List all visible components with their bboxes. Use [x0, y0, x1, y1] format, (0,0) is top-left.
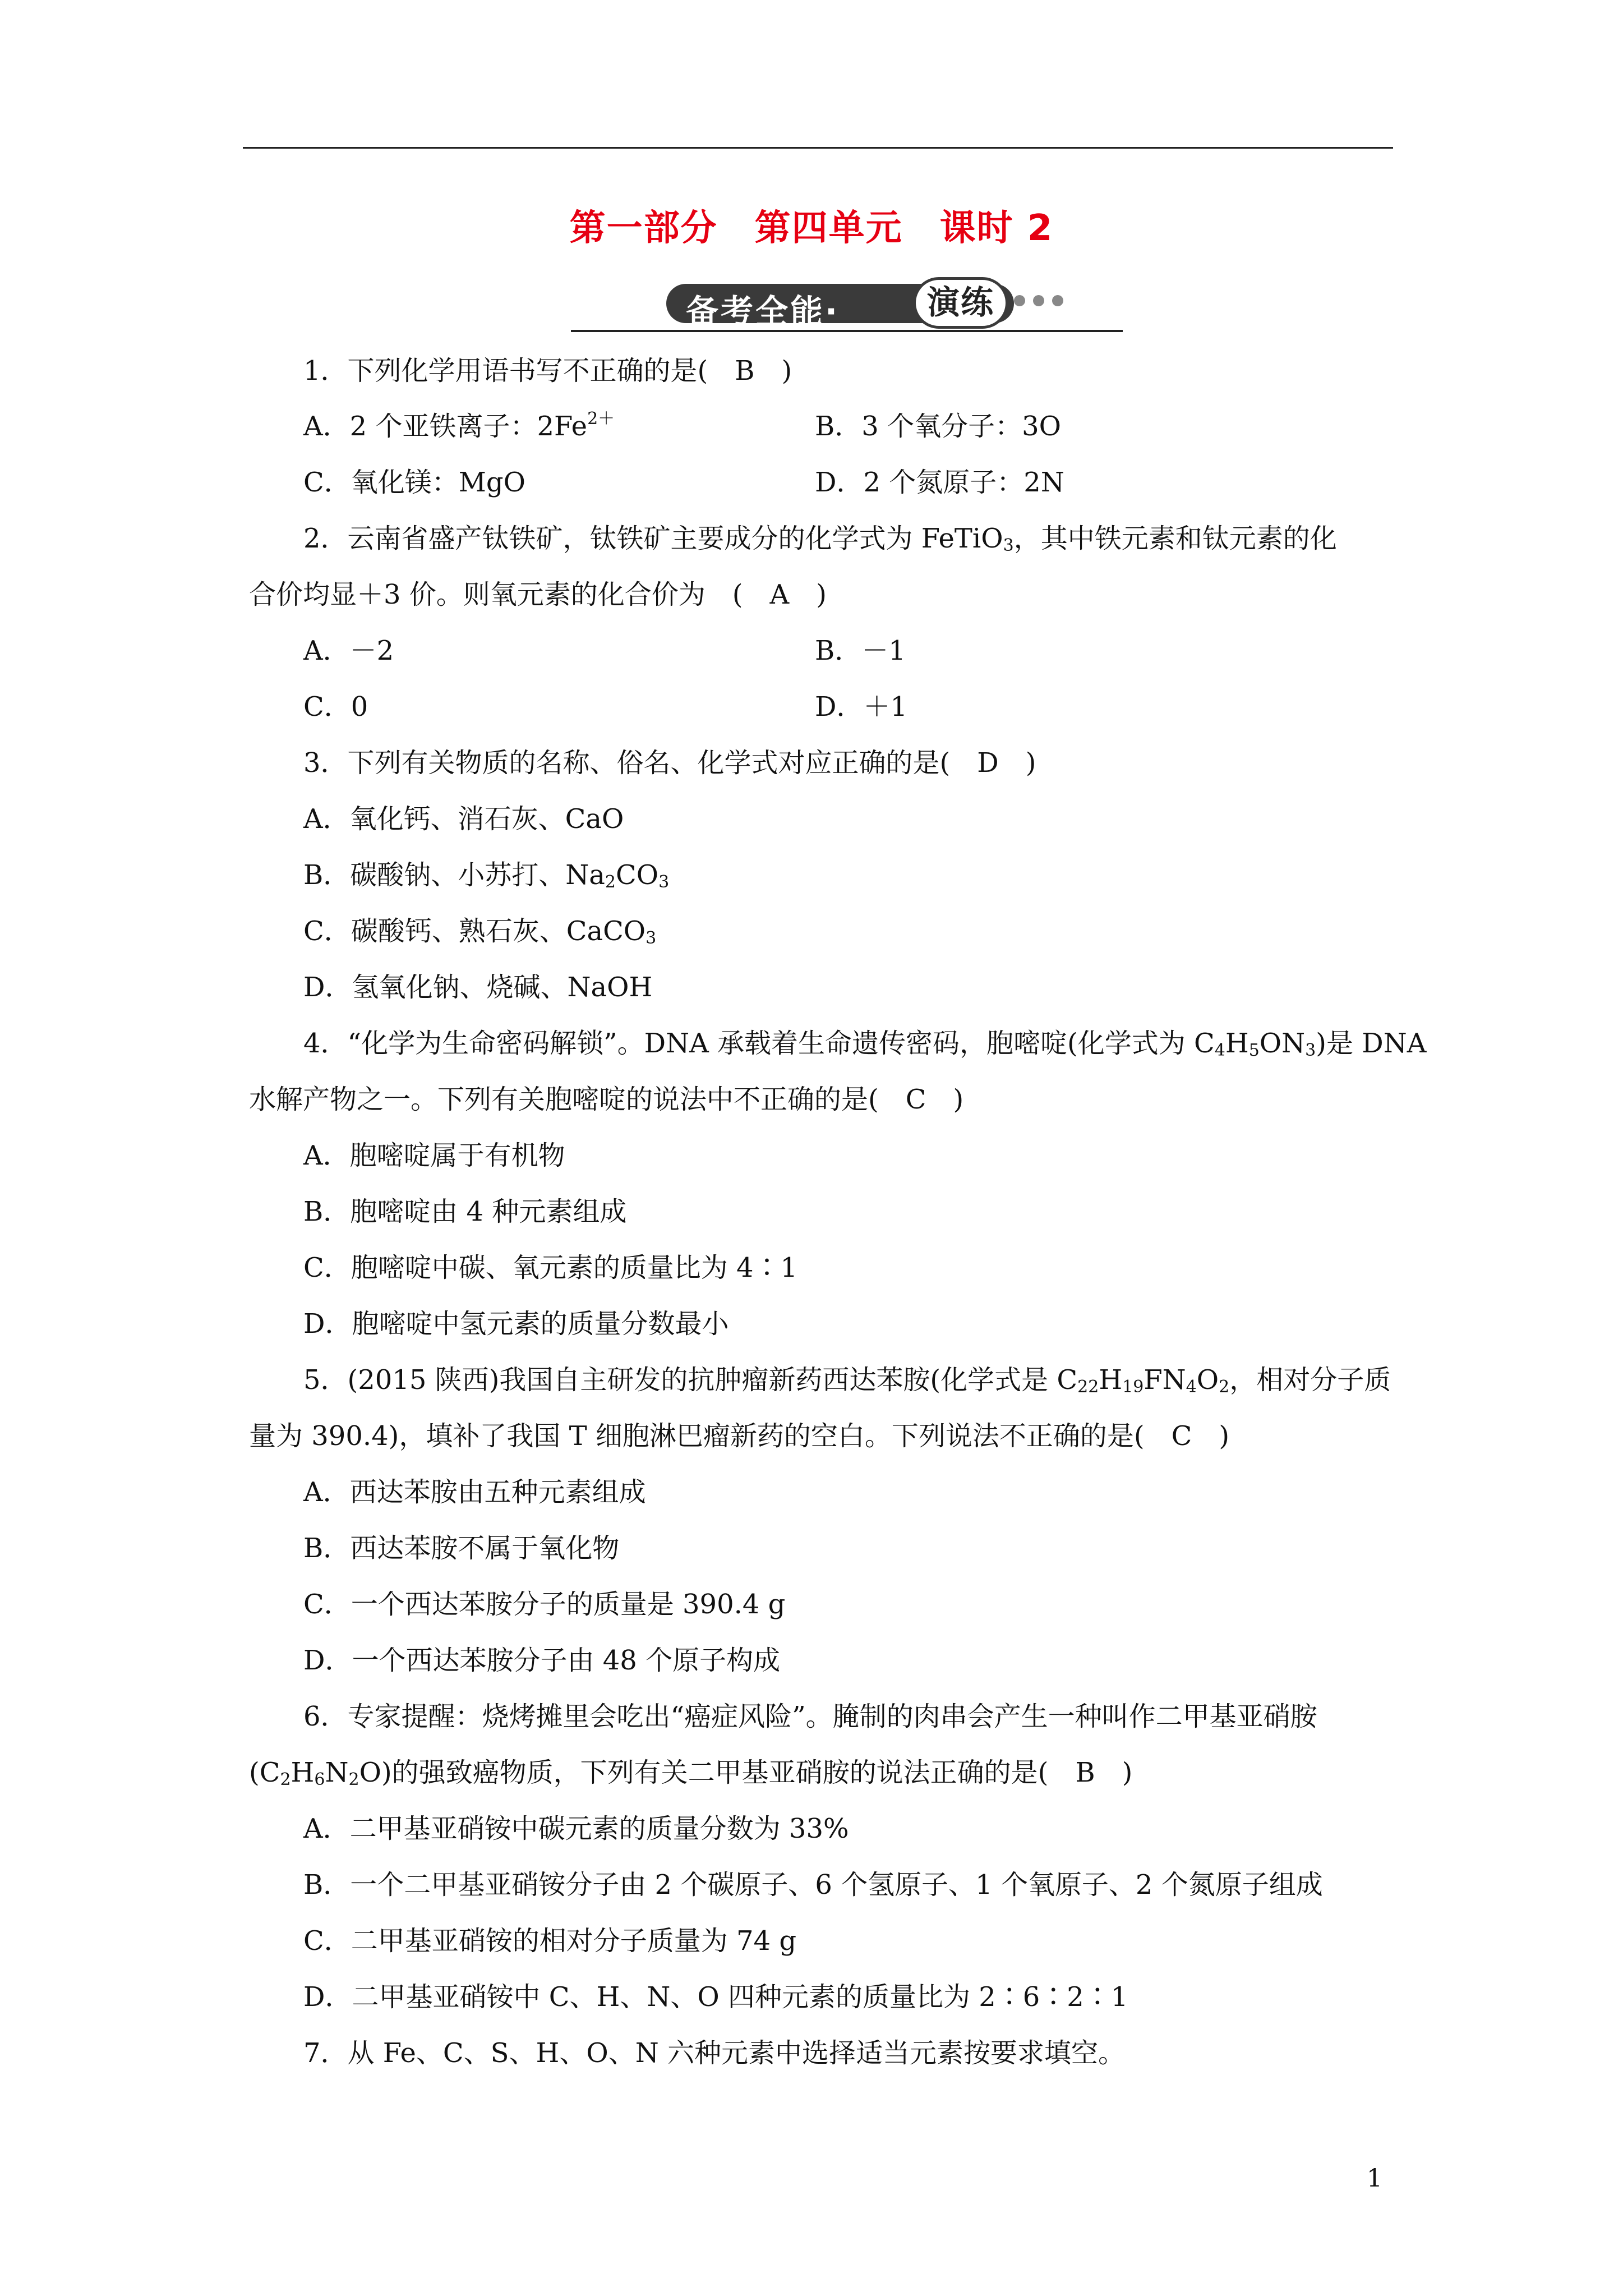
- header-rule: [243, 147, 1393, 149]
- question-1-option-c: C．氧化镁：MgO: [303, 467, 525, 498]
- question-6-option-c: C．二甲基亚硝铵的相对分子质量为 74 g: [303, 1925, 797, 1957]
- banner-highlight: 演练: [913, 277, 1008, 329]
- banner-underline: [571, 330, 1123, 332]
- question-4-option-d: D．胞嘧啶中氢元素的质量分数最小: [303, 1308, 729, 1340]
- question-4-option-a: A．胞嘧啶属于有机物: [303, 1140, 565, 1171]
- question-3-option-b: B．碳酸钠、小苏打、$Na_2CO_3$: [303, 859, 670, 892]
- question-5-option-b: B．西达苯胺不属于氧化物: [303, 1533, 620, 1564]
- question-4-stem-line-1: 4．“化学为生命密码解锁”。DNA 承载着生命遗传密码，胞嘧啶(化学式为 $C_4H_5ON_3$)是 DNA: [303, 1028, 1427, 1060]
- page-title: 第一部分 第四单元 课时 2: [569, 208, 1054, 249]
- banner-text: 备考全能·: [686, 292, 840, 330]
- question-1-option-a: A．2 个亚铁离子：$2Fe^{2+}$: [303, 409, 615, 442]
- question-2-option-b: B．－1: [815, 635, 906, 666]
- question-3-stem: 3．下列有关物质的名称、俗名、化学式对应正确的是( D ): [303, 747, 1036, 779]
- question-3-option-a: A．氧化钙、消石灰、CaO: [303, 803, 624, 835]
- question-6-stem-line-1: 6．专家提醒：烧烤摊里会吃出“癌症风险”。腌制的肉串会产生一种叫作二甲基亚硝胺: [303, 1701, 1317, 1732]
- question-3-option-c: C．碳酸钙、熟石灰、CaCO$_3$: [303, 915, 657, 948]
- question-6-option-b: B．一个二甲基亚硝铵分子由 2 个碳原子、6 个氢原子、1 个氧原子、2 个氮原子组成: [303, 1869, 1323, 1901]
- section-banner: [571, 280, 1123, 337]
- question-2-stem-line-2: 合价均显＋3 价。则氧元素的化合价为 ( A ): [249, 579, 827, 610]
- question-2-stem-line-1: 2．云南省盛产钛铁矿，钛铁矿主要成分的化学式为 FeTiO$_3$，其中铁元素和钛元素的化: [303, 523, 1337, 555]
- question-6-option-a: A．二甲基亚硝铵中碳元素的质量分数为 33%: [303, 1813, 849, 1844]
- question-2-option-d: D．＋1: [815, 691, 908, 723]
- question-2-option-a: A．－2: [303, 635, 394, 666]
- question-2-option-c: C．0: [303, 691, 368, 723]
- page-number: 1: [1367, 2164, 1382, 2193]
- question-4-stem-line-2: 水解产物之一。下列有关胞嘧啶的说法中不正确的是( C ): [249, 1084, 964, 1115]
- question-5-option-c: C．一个西达苯胺分子的质量是 390.4 g: [303, 1589, 786, 1620]
- question-1-stem: 1．下列化学用语书写不正确的是( B ): [303, 355, 792, 386]
- question-6-option-d: D．二甲基亚硝铵中 C、H、N、O 四种元素的质量比为 2∶6∶2∶1: [303, 1981, 1128, 2013]
- question-3-option-d: D．氢氧化钠、烧碱、NaOH: [303, 972, 653, 1003]
- question-7-stem: 7．从 Fe、C、S、H、O、N 六种元素中选择适当元素按要求填空。: [303, 2037, 1125, 2069]
- question-5-option-d: D．一个西达苯胺分子由 48 个原子构成: [303, 1645, 781, 1676]
- question-4-option-b: B．胞嘧啶由 4 种元素组成: [303, 1196, 627, 1227]
- question-5-stem-line-1: 5．(2015 陕西)我国自主研发的抗肿瘤新药西达苯胺(化学式是 $C_{22}H_{19}FN_4O_2$，相对分子质: [303, 1364, 1391, 1397]
- banner-dots-icon: [1014, 295, 1071, 309]
- question-6-stem-line-2: $(C_2H_6N_2O)$的强致癌物质，下列有关二甲基亚硝胺的说法正确的是( B ): [249, 1757, 1133, 1789]
- question-1-option-d: D．2 个氮原子：2N: [815, 467, 1064, 498]
- question-1-option-b: B．3 个氧分子：3O: [815, 411, 1061, 442]
- question-5-stem-line-2: 量为 390.4)，填补了我国 T 细胞淋巴瘤新药的空白。下列说法不正确的是( C ): [249, 1420, 1230, 1452]
- question-4-option-c: C．胞嘧啶中碳、氧元素的质量比为 4∶1: [303, 1252, 798, 1283]
- question-5-option-a: A．西达苯胺由五种元素组成: [303, 1476, 646, 1508]
